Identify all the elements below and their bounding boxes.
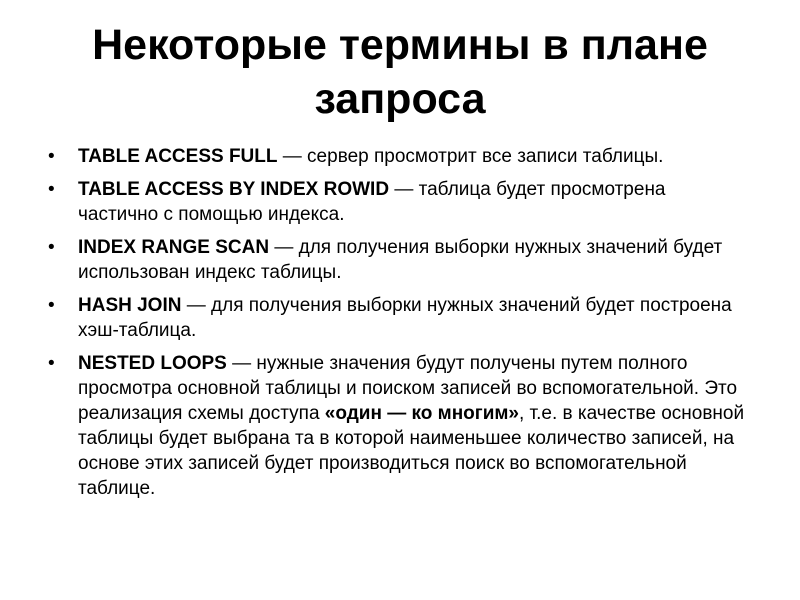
bullet-icon: • bbox=[48, 237, 55, 258]
bullet-icon: • bbox=[48, 353, 55, 374]
list-item-hash-join bbox=[48, 293, 748, 343]
term-description: — таблица будет просмотрена частично с помощью индекса. bbox=[78, 179, 666, 225]
bullet-icon: • bbox=[48, 179, 55, 200]
term-label: TABLE ACCESS FULL bbox=[78, 146, 278, 167]
list-item-nested-loops bbox=[48, 351, 748, 501]
term-description: — сервер просмотрит все записи таблицы. bbox=[277, 146, 664, 167]
list-item-index-range-scan bbox=[48, 235, 748, 285]
bullet-icon: • bbox=[48, 295, 55, 316]
term-description: — нужные значения будут получены путем полного просмотра основной таблицы и поиском записей во вспомогательной. Это реализация схемы доступа bbox=[78, 353, 738, 424]
bullet-icon: • bbox=[48, 146, 55, 167]
slide-title: Некоторые термины в плане запроса bbox=[92, 21, 708, 123]
term-label: NESTED LOOPS bbox=[78, 353, 227, 374]
term-label: TABLE ACCESS BY INDEX ROWID bbox=[78, 179, 390, 200]
term-description: — для получения выборки нужных значений будет построена хэш-таблица. bbox=[78, 295, 732, 341]
list-item-table-access-full bbox=[48, 144, 748, 169]
term-label: HASH JOIN bbox=[78, 295, 182, 316]
term-description: — для получения выборки нужных значений будет использован индекс таблицы. bbox=[78, 237, 723, 283]
term-label: INDEX RANGE SCAN bbox=[78, 237, 270, 258]
term-emphasis: «один — ко многим» bbox=[324, 403, 519, 424]
term-description-continued: , т.е. в качестве основной таблицы будет выбрана та в которой наименьшее количество записей, на основе этих записей будет производиться поиск во вспомогательной таблице. bbox=[78, 403, 745, 499]
terms-list bbox=[48, 144, 748, 509]
list-item-table-access-by-index-rowid bbox=[48, 177, 748, 227]
